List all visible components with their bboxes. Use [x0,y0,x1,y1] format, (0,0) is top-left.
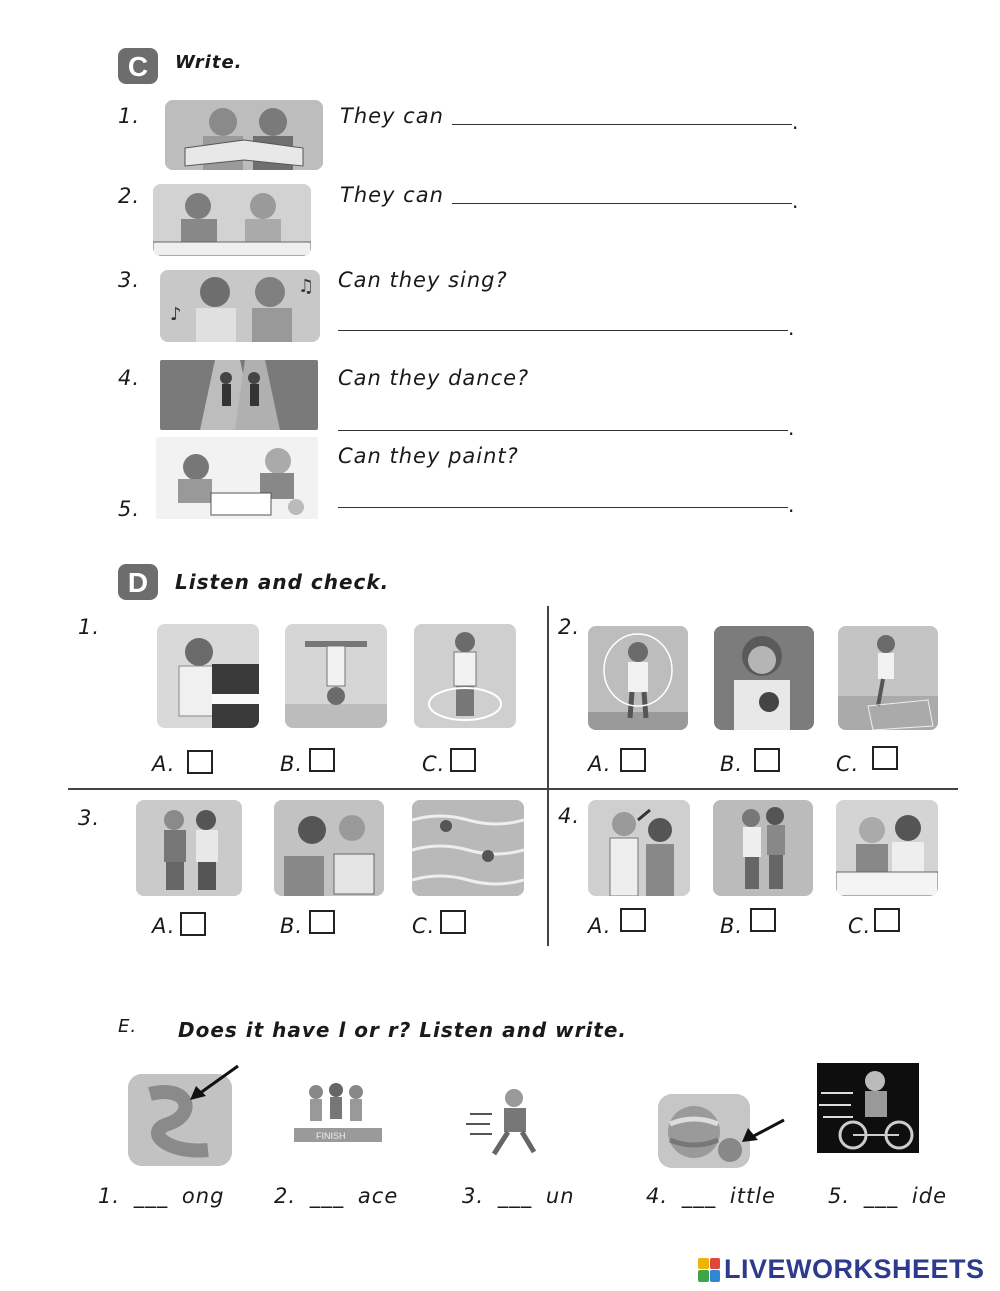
d-1a-checkbox[interactable] [187,750,213,774]
d-4b-label: B. [720,914,744,938]
c-item-2-prompt: They can [340,183,444,207]
d-2a-checkbox[interactable] [620,748,646,772]
liveworksheets-brand-text: LIVEWORKSHEETS [724,1254,985,1284]
c-item-2-picture-painting [153,184,311,256]
d-3a-checkbox[interactable] [180,912,206,936]
d-group-4-number: 4. [558,804,581,828]
d-1a-picture-piano [157,624,259,728]
c-item-3-number: 3. [118,268,141,292]
d-2b-label: B. [720,752,744,776]
d-4c-picture-painting [836,800,938,896]
d-group-1-number: 1. [78,615,101,639]
c-item-5-answer-line[interactable] [338,507,788,508]
c-item-4-answer-line[interactable] [338,430,788,431]
d-3b-picture-reading [274,800,384,896]
d-3b-checkbox[interactable] [309,910,335,934]
section-e-instruction: Does it have l or r? Listen and write. [178,1018,628,1042]
e-item-2-number: 2. [274,1184,297,1208]
e-2-picture-race [286,1080,390,1146]
d-grid-vertical-divider [547,606,549,946]
d-2b-checkbox[interactable] [754,748,780,772]
d-3b-label: B. [280,914,304,938]
section-e-letter: E. [118,1016,138,1037]
d-2a-label: A. [588,752,612,776]
c-item-2-number: 2. [118,184,141,208]
c-item-5-picture-painting-floor [156,437,318,519]
d-1c-picture-jump-rope [414,624,516,728]
e-2-finish-sign: FINISH [316,1131,346,1141]
e-item-3-number: 3. [462,1184,485,1208]
e-item-4-blank[interactable]: ___ [681,1184,717,1208]
d-2b-picture-yoyo [714,626,814,730]
d-4c-label: C. [848,914,872,938]
e-item-4-number: 4. [646,1184,669,1208]
d-2a-picture-jump-rope [588,626,688,730]
c-item-1-answer-line[interactable] [452,124,792,125]
d-2c-picture-hopscotch [838,626,938,730]
c-item-1-period: . [792,110,799,134]
e-item-3-word: un [545,1184,575,1208]
e-item-4 [646,1184,776,1208]
c-item-3-period: . [788,316,795,340]
c-item-2-answer-line[interactable] [452,203,792,204]
d-4a-picture-singing [588,800,690,896]
d-1b-checkbox[interactable] [309,748,335,772]
e-item-1-number: 1. [98,1184,121,1208]
e-item-2 [274,1184,398,1208]
d-1c-checkbox[interactable] [450,748,476,772]
c-item-2-period: . [792,189,799,213]
liveworksheets-logo [698,1254,985,1285]
d-grid-horizontal-divider [68,788,958,790]
section-d-instruction: Listen and check. [175,570,390,594]
d-group-3-number: 3. [78,806,101,830]
c-item-3-answer-line[interactable] [338,330,788,331]
e-item-4-word: ittle [729,1184,776,1208]
e-item-1-word: ong [181,1184,225,1208]
e-item-3 [462,1184,575,1208]
d-1c-label: C. [422,752,446,776]
d-4c-checkbox[interactable] [874,908,900,932]
e-item-5 [828,1184,947,1208]
d-3c-checkbox[interactable] [440,910,466,934]
c-item-3-picture-singing [160,270,320,342]
d-1b-picture-cartwheel [285,624,387,728]
e-item-2-blank[interactable]: ___ [309,1184,345,1208]
d-group-2-number: 2. [558,615,581,639]
e-item-5-blank[interactable]: ___ [863,1184,899,1208]
c-item-1-prompt: They can [340,104,444,128]
e-4-picture-balls [658,1094,750,1168]
c-item-5-number: 5. [118,497,141,521]
d-4b-picture-dancing [713,800,813,896]
d-1b-label: B. [280,752,304,776]
c-item-5-period: . [788,493,795,517]
d-2c-label: C. [836,752,860,776]
section-c-instruction: Write. [175,52,243,73]
e-item-2-word: ace [357,1184,399,1208]
section-c-badge: C [118,48,158,84]
e-item-1 [98,1184,224,1208]
c-item-4-number: 4. [118,366,141,390]
d-1a-label: A. [152,752,176,776]
section-d-badge: D [118,564,158,600]
c-item-1-picture-reading [165,100,323,170]
d-2c-checkbox[interactable] [872,746,898,770]
e-item-1-blank[interactable]: ___ [133,1184,169,1208]
d-4b-checkbox[interactable] [750,908,776,932]
c-item-1-number: 1. [118,104,141,128]
e-3-picture-run [464,1084,556,1164]
d-3a-label: A. [152,914,176,938]
c-item-4-period: . [788,416,795,440]
c-item-3-question: Can they sing? [338,268,508,292]
d-3c-label: C. [412,914,436,938]
d-3c-picture-swimming [412,800,524,896]
d-3a-picture-walking [136,800,242,896]
svg-text:♫: ♫ [298,276,315,297]
c-item-5-question: Can they paint? [338,444,519,468]
e-item-5-word: ide [911,1184,948,1208]
e-4-arrow-icon [740,1116,786,1146]
liveworksheets-logo-icon [698,1258,720,1282]
c-item-4-picture-dancing [160,360,318,430]
d-4a-checkbox[interactable] [620,908,646,932]
e-item-5-number: 5. [828,1184,851,1208]
e-item-3-blank[interactable]: ___ [497,1184,533,1208]
e-5-picture-bike-ride [817,1063,919,1153]
c-item-4-question: Can they dance? [338,366,530,390]
e-1-arrow-icon [186,1062,242,1102]
d-4a-label: A. [588,914,612,938]
svg-text:♪: ♪ [170,304,182,325]
